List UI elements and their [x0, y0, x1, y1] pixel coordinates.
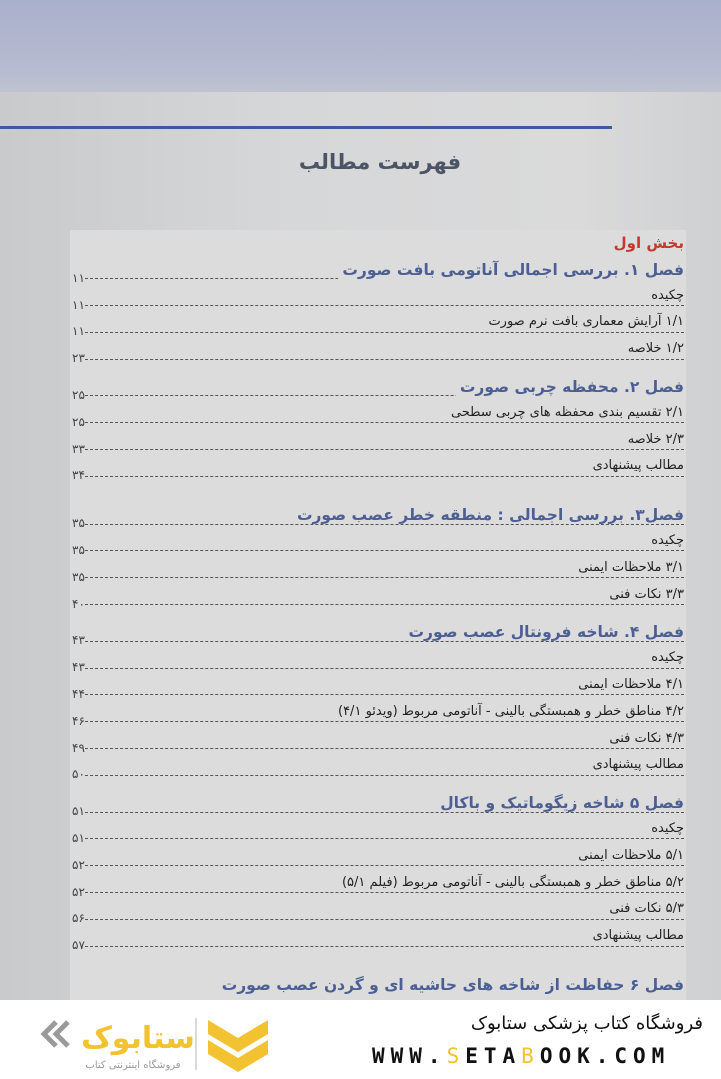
page-number: ۴۴	[72, 686, 85, 701]
dot-leader	[85, 550, 684, 551]
header-rule	[0, 126, 612, 129]
url-part: OOK.COM	[539, 1044, 671, 1068]
page-number: ۴۶	[72, 713, 85, 728]
shield-chevron-icon	[208, 1020, 268, 1072]
entry-title: ۳/۳ نکات فنی	[605, 587, 684, 602]
toc-entry[interactable]	[72, 731, 684, 758]
page-title: فهرست مطالب	[298, 150, 462, 174]
chevrons-icon	[44, 1022, 68, 1046]
entry-title: فصل ۴. شاخه فرونتال عصب صورت	[404, 623, 684, 641]
leader-line	[72, 910, 684, 926]
page-number: ۳۵	[72, 542, 85, 557]
page-number: ۱۱	[72, 270, 85, 285]
page-number: ۱۱	[72, 297, 85, 312]
page-number: ۵۲	[72, 884, 85, 899]
dot-leader	[85, 748, 684, 749]
toc-entry[interactable]	[72, 405, 684, 432]
leader-line	[72, 297, 684, 313]
toc-entry[interactable]	[72, 928, 684, 955]
page-number: ۴۹	[72, 740, 85, 755]
toc-entry[interactable]	[72, 314, 684, 341]
entry-title: ۴/۱ ملاحظات ایمنی	[574, 677, 684, 692]
dot-leader	[85, 476, 684, 477]
toc-entry[interactable]	[72, 288, 684, 315]
toc-entry[interactable]	[72, 848, 684, 875]
page-number: ۲۵	[72, 387, 85, 402]
entry-title: فصل ۱. بررسی اجمالی آناتومی بافت صورت	[338, 261, 684, 279]
chapter-entry[interactable]	[72, 261, 684, 288]
url-accent: S	[446, 1044, 466, 1068]
page-number: ۴۳	[72, 660, 85, 675]
toc-entry[interactable]	[72, 821, 684, 848]
page-number: ۲۳	[72, 351, 85, 366]
dot-leader	[85, 775, 684, 776]
background-top	[0, 0, 721, 100]
entry-title: ۴/۲ مناطق خطر و همبستگی بالینی - آناتومی مربوط (ویدئو ۴/۱)	[334, 704, 684, 719]
entry-title: ۲/۱ تقسیم بندی محفظه های چربی سطحی	[447, 405, 684, 420]
leader-line	[72, 350, 684, 366]
leader-line	[72, 542, 684, 558]
dot-leader	[85, 604, 684, 605]
entry-title: فصل ۶ حفاظت از شاخه های حاشیه ای و گردن عصب صورت	[218, 976, 684, 994]
toc-entry[interactable]	[72, 901, 684, 928]
entry-title: فصل ۲. محفظه چربی صورت	[456, 378, 684, 396]
page-number: ۳۵	[72, 516, 85, 531]
logo-tagline: فروشگاه اینترنتی کتاب	[85, 1060, 181, 1071]
entry-title: ۵/۱ ملاحظات ایمنی	[574, 848, 684, 863]
entry-title: مطالب پیشنهادی	[589, 757, 684, 772]
entry-title: ۱/۱ آرایش معماری بافت نرم صورت	[484, 314, 684, 329]
leader-line	[72, 659, 684, 675]
dot-leader	[85, 449, 684, 450]
chapter-entry[interactable]	[72, 378, 684, 405]
url-part: WWW.	[372, 1044, 447, 1068]
dot-leader	[85, 332, 684, 333]
page-number: ۳۳	[72, 441, 85, 456]
toc-entry[interactable]	[72, 341, 684, 368]
page-number: ۴۰	[72, 596, 85, 611]
page-number: ۵۱	[72, 830, 85, 845]
dot-leader	[85, 865, 684, 866]
leader-line	[72, 830, 684, 846]
entry-title: فصل ۵ شاخه زیگوماتیک و باکال	[436, 794, 684, 812]
leader-line	[72, 740, 684, 756]
entry-title: مطالب پیشنهادی	[589, 928, 684, 943]
page-number: ۳۴	[72, 468, 85, 483]
toc-entry[interactable]	[72, 757, 684, 784]
dot-leader	[85, 919, 684, 920]
setabook-logo	[38, 1012, 278, 1074]
entry-title: ۵/۲ مناطق خطر و همبستگی بالینی - آناتومی مربوط (فیلم ۵/۱)	[338, 875, 684, 890]
leader-line	[72, 441, 684, 457]
toc-entry[interactable]	[72, 533, 684, 560]
toc-entry[interactable]	[72, 560, 684, 587]
entry-title: فصل۳. بررسی اجمالی : منطقه خطر عصب صورت	[293, 506, 684, 524]
page-number: ۵۶	[72, 911, 85, 926]
store-url[interactable]	[372, 1044, 670, 1068]
dot-leader	[85, 577, 684, 578]
page-number: ۳۵	[72, 569, 85, 584]
dot-leader	[85, 668, 684, 669]
url-part: ETA	[465, 1044, 522, 1068]
dot-leader	[85, 359, 684, 360]
page-number: ۱۱	[72, 324, 85, 339]
entry-title: مطالب پیشنهادی	[589, 458, 684, 473]
part-title: بخش اول	[610, 234, 684, 252]
toc-entry[interactable]	[72, 432, 684, 459]
entry-title: ۵/۳ نکات فنی	[605, 901, 684, 916]
toc-entry[interactable]	[72, 704, 684, 731]
url-accent: B	[521, 1044, 540, 1068]
page-number: ۴۳	[72, 633, 85, 648]
toc-entry[interactable]	[72, 587, 684, 614]
entry-title: ۱/۲ خلاصه	[624, 341, 684, 356]
entry-title: ۲/۳ خلاصه	[624, 432, 684, 447]
toc-entry[interactable]	[72, 458, 684, 485]
chapter-entry[interactable]	[72, 976, 684, 1003]
toc-entry[interactable]	[72, 650, 684, 677]
leader-line	[72, 596, 684, 612]
dot-leader	[85, 305, 684, 306]
store-name: فروشگاه کتاب پزشکی ستابوک	[470, 1013, 703, 1034]
page-number: ۵۰	[72, 767, 85, 782]
dot-leader	[85, 946, 684, 947]
dot-leader	[85, 721, 684, 722]
chapter-entry[interactable]	[72, 506, 684, 533]
chapter-entry[interactable]	[72, 794, 684, 821]
page-number: ۵۷	[72, 938, 85, 953]
dot-leader	[85, 892, 684, 893]
dot-leader	[85, 694, 684, 695]
entry-title: چکیده	[647, 533, 684, 548]
entry-title: چکیده	[647, 821, 684, 836]
toc-entry[interactable]	[72, 875, 684, 902]
page-number: ۲۵	[72, 414, 85, 429]
entry-title: ۳/۱ ملاحظات ایمنی	[574, 560, 684, 575]
entry-title: چکیده	[647, 650, 684, 665]
dot-leader	[85, 838, 684, 839]
table-of-contents	[72, 234, 684, 1003]
page-number: ۵۱	[72, 804, 85, 819]
entry-title: ۴/۳ نکات فنی	[605, 731, 684, 746]
toc-entry[interactable]	[72, 677, 684, 704]
dot-leader	[85, 422, 684, 423]
chapter-entry[interactable]	[72, 623, 684, 650]
part-heading	[72, 234, 684, 261]
page-number: ۵۲	[72, 857, 85, 872]
logo-text: ستابوک	[81, 1021, 195, 1056]
entry-title: چکیده	[647, 288, 684, 303]
